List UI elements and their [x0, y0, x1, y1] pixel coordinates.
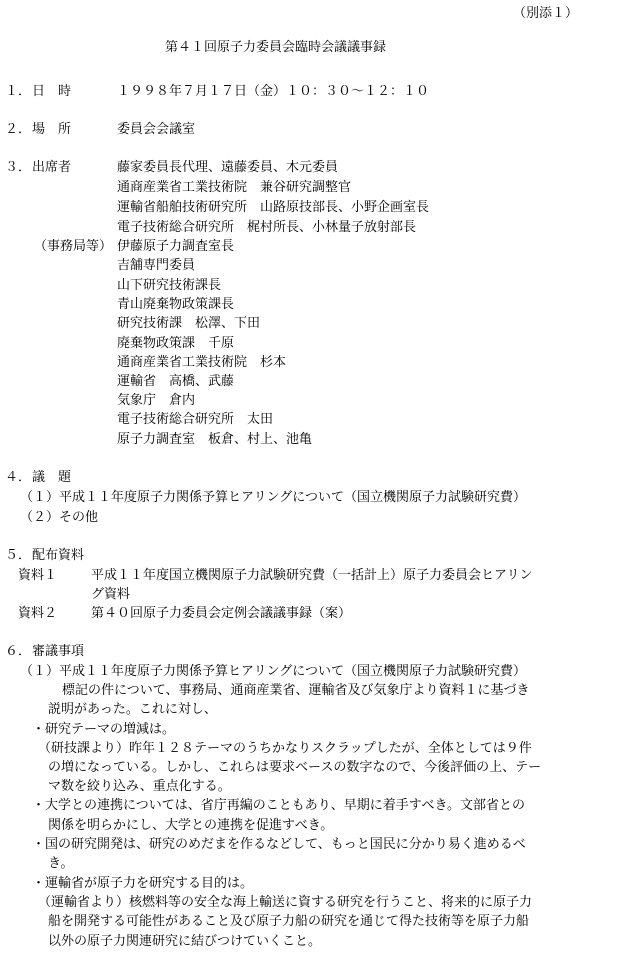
section-1-value: １９９８年７月１７日（金）１０：３０～１２：１０	[117, 84, 430, 99]
attendee-line: 電子技術総合研究所 梶村所長、小林量子放射部長	[117, 220, 417, 235]
deliberation-text: 標記の件について、事務局、通商産業省、運輸省及び気象庁より資料１に基づき	[62, 683, 530, 698]
secretariat-line: 原子力調査室 板倉、村上、池亀	[117, 432, 313, 447]
section-4-number: ４．	[5, 470, 32, 485]
secretariat-line: 伊藤原子力調査室長	[117, 239, 235, 254]
secretariat-line: 吉舗専門委員	[117, 258, 196, 273]
section-6-label: 審議事項	[32, 644, 85, 659]
deliberation-text: 説明があった。これに対し、	[48, 702, 217, 717]
attachment-label: （別添１）	[513, 6, 579, 21]
section-2-value: 委員会会議室	[117, 122, 196, 137]
secretariat-line: 気象庁 倉内	[117, 393, 196, 408]
document-id: 資料１	[18, 568, 58, 583]
document-title: 第４１回原子力委員会臨時会議議事録	[165, 40, 387, 55]
deliberation-question: ・研究テーマの増減は。	[32, 722, 176, 737]
secretariat-line: 研究技術課 松澤、下田	[117, 316, 261, 331]
secretariat-line: 廃棄物政策課 千原	[117, 336, 235, 351]
section-1-label: 日 時	[32, 84, 72, 99]
section-3-number: ３．	[5, 160, 32, 175]
deliberation-answer: （研技課より）昨年１２８テーマのうちかなりスクラップしたが、全体としては９件	[38, 741, 532, 756]
section-5-number: ５．	[5, 548, 32, 563]
secretariat-label: （事務局等）	[34, 239, 113, 254]
deliberation-answer: の増になっている。しかし、これらは要求ベースの数字なので、今後評価の上、テー	[48, 760, 542, 775]
section-4-label: 議 題	[32, 470, 72, 485]
secretariat-line: 山下研究技術課長	[117, 278, 222, 293]
secretariat-line: 通商産業省工業技術院 杉本	[117, 355, 287, 370]
secretariat-line: 電子技術総合研究所 太田	[117, 412, 274, 427]
document-description: グ資料	[91, 587, 131, 602]
document-id: 資料２	[18, 606, 58, 621]
deliberation-question: ・運輸省が原子力を研究する目的は。	[32, 876, 254, 891]
secretariat-line: 運輸省 高橋、武藤	[117, 374, 235, 389]
attendee-line: 運輸省船舶技術研究所 山路原技部長、小野企画室長	[117, 200, 430, 215]
section-2-number: ２．	[5, 122, 32, 137]
attendee-line: 通商産業省工業技術院 兼谷研究調整官	[117, 180, 352, 195]
section-2-label: 場 所	[32, 122, 72, 137]
deliberation-comment: き。	[48, 856, 74, 871]
agenda-item: （１）平成１１年度原子力関係予算ヒアリングについて（国立機関原子力試験研究費）	[20, 490, 526, 505]
deliberation-answer: マ数を絞り込み、重点化する。	[48, 779, 231, 794]
deliberation-comment: ・国の研究開発は、研究のめだまを作るなどして、もっと国民に分かり易く進めるべ	[32, 837, 526, 852]
deliberation-comment: 関係を明らかにし、大学との連携を促進すべき。	[48, 818, 334, 833]
deliberation-heading: （１）平成１１年度原子力関係予算ヒアリングについて（国立機関原子力試験研究費）	[20, 664, 526, 679]
section-1-number: １．	[5, 84, 32, 99]
attendee-line: 藤家委員長代理、遠藤委員、木元委員	[117, 160, 339, 175]
section-6-number: ６．	[5, 644, 32, 659]
agenda-item: （２）その他	[20, 510, 99, 525]
deliberation-answer: 以外の原子力関連研究に結びつけていくこと。	[48, 934, 322, 949]
document-description: 平成１１年度国立機関原子力試験研究費（一括計上）原子力委員会ヒアリン	[91, 568, 533, 583]
section-5-label: 配布資料	[32, 548, 85, 563]
deliberation-answer: 船を開発する可能性があること及び原子力船の研究を通じて得た技術等を原子力船	[48, 914, 530, 929]
section-3-label: 出席者	[32, 160, 72, 175]
deliberation-answer: （運輸省より）核燃料等の安全な海上輸送に資する研究を行うこと、将来的に原子力	[38, 895, 533, 910]
document-description: 第４０回原子力委員会定例会議議事録（案）	[91, 606, 352, 621]
deliberation-comment: ・大学との連携については、省庁再編のこともあり、早期に着手すべき。文部省との	[32, 798, 525, 813]
secretariat-line: 青山廃棄物政策課長	[117, 297, 235, 312]
